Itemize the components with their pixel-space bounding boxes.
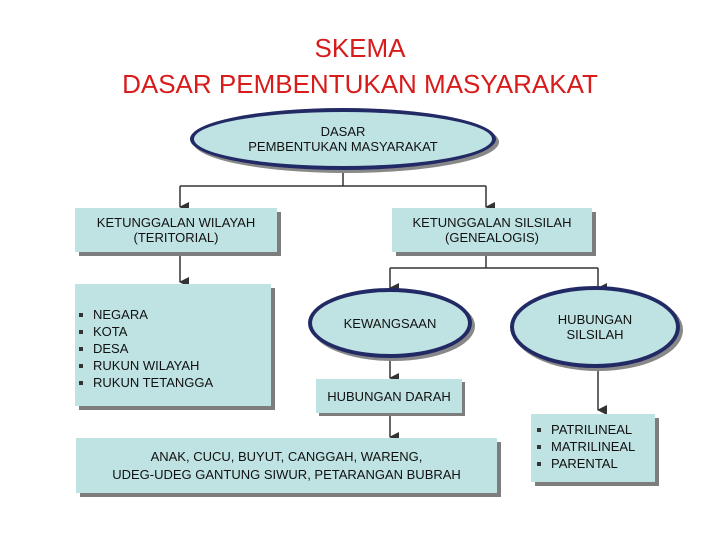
list-item: NEGARA — [75, 306, 271, 323]
root-node-line1: DASAR — [320, 124, 366, 139]
silsilah-node — [392, 208, 592, 252]
keturunan-node — [76, 438, 497, 493]
silsilah-node-line1: KETUNGGALAN SILSILAH — [412, 215, 572, 230]
silsilah-node-line2: (GENEALOGIS) — [445, 230, 539, 245]
hubungan-silsilah-line2: SILSILAH — [566, 327, 624, 342]
root-node — [190, 108, 496, 170]
hubungan-silsilah-line1: HUBUNGAN — [557, 312, 633, 327]
hubungan-silsilah-node — [510, 286, 680, 368]
hubungan-darah-node — [316, 379, 462, 413]
list-item: KOTA — [75, 323, 271, 340]
wilayah-node-line2: (TERITORIAL) — [133, 230, 219, 245]
keturunan-line1: ANAK, CUCU, BUYUT, CANGGAH, WARENG, — [150, 448, 423, 464]
kewangsaan-node — [308, 288, 472, 358]
page-title: SKEMA — [314, 33, 406, 63]
root-node-line2: PEMBENTUKAN MASYARAKAT — [248, 139, 438, 154]
wilayah-list — [75, 284, 271, 406]
wilayah-items — [75, 306, 271, 391]
list-item: PARENTAL — [533, 455, 655, 472]
list-item: RUKUN TETANGGA — [75, 374, 271, 391]
silsilah-items — [533, 421, 655, 472]
hubungan-darah-label: HUBUNGAN DARAH — [327, 388, 451, 404]
keturunan-line2: UDEG-UDEG GANTUNG SIWUR, PETARANGAN BUBRAH — [112, 466, 461, 482]
page-subtitle: DASAR PEMBENTUKAN MASYARAKAT — [122, 69, 598, 99]
list-item: PATRILINEAL — [533, 421, 655, 438]
wilayah-node — [75, 208, 277, 252]
kewangsaan-node-label: KEWANGSAAN — [343, 315, 437, 331]
list-item: DESA — [75, 340, 271, 357]
list-item: MATRILINEAL — [533, 438, 655, 455]
silsilah-list — [531, 414, 655, 482]
wilayah-node-line1: KETUNGGALAN WILAYAH — [96, 215, 256, 230]
list-item: RUKUN WILAYAH — [75, 357, 271, 374]
